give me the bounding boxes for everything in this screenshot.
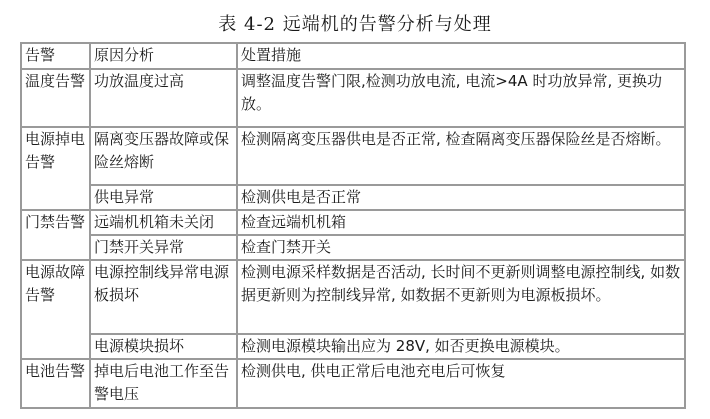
action-cell: 调整温度告警门限,检测功放电流, 电流>4A 时功放异常, 更换功放。 <box>237 69 685 127</box>
action-cell: 检查远端机机箱 <box>237 210 685 235</box>
action-cell: 检查门禁开关 <box>237 235 685 260</box>
header-cause: 原因分析 <box>90 43 237 69</box>
action-cell: 检测供电是否正常 <box>237 185 685 210</box>
cause-cell: 门禁开关异常 <box>90 235 237 260</box>
cause-cell: 隔离变压器故障或保险丝熔断 <box>90 127 237 185</box>
header-action: 处置措施 <box>237 43 685 69</box>
table-row <box>21 127 685 185</box>
cause-cell: 电源模块损坏 <box>90 334 237 359</box>
header-alarm: 告警 <box>21 43 90 69</box>
alarm-type-cell: 电源故障告警 <box>21 260 90 359</box>
cause-cell: 远端机机箱未关闭 <box>90 210 237 235</box>
table-row <box>21 334 685 359</box>
alarm-type-cell: 温度告警 <box>21 69 90 127</box>
table-row <box>21 69 685 127</box>
table-row <box>21 185 685 210</box>
alarm-type-cell: 电池告警 <box>21 359 90 408</box>
cause-cell: 功放温度过高 <box>90 69 237 127</box>
table-caption: 表 4-2 远端机的告警分析与处理 <box>218 14 492 35</box>
alarm-type-cell: 门禁告警 <box>21 210 90 260</box>
cause-cell: 电源控制线异常电源板损坏 <box>90 260 237 334</box>
action-cell: 检测电源模块输出应为 28V, 如否更换电源模块。 <box>237 334 685 359</box>
action-cell: 检测供电, 供电正常后电池充电后可恢复 <box>237 359 685 408</box>
table-row <box>21 359 685 408</box>
table-row <box>21 235 685 260</box>
alarm-type-cell: 电源掉电告警 <box>21 127 90 210</box>
cause-cell: 掉电后电池工作至告警电压 <box>90 359 237 408</box>
table-header-row <box>21 43 685 69</box>
alarm-analysis-table <box>20 42 686 409</box>
table-row <box>21 210 685 235</box>
action-cell: 检测隔离变压器供电是否正常, 检查隔离变压器保险丝是否熔断。 <box>237 127 685 185</box>
action-cell: 检测电源采样数据是否活动, 长时间不更新则调整电源控制线, 如数据更新则为控制线异常, 如数据不更新则为电源板损坏。 <box>237 260 685 334</box>
cause-cell: 供电异常 <box>90 185 237 210</box>
table-row <box>21 260 685 334</box>
